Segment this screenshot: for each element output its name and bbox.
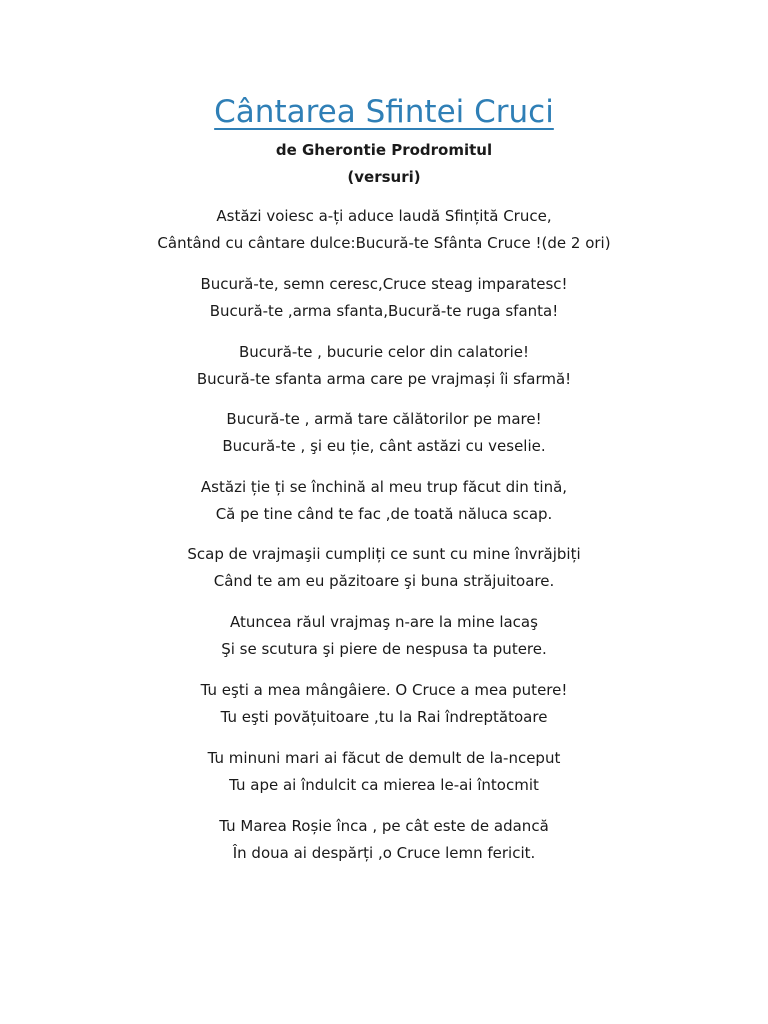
verse-line: Scap de vrajmaşii cumpliți ce sunt cu mine învrăjbiți xyxy=(187,545,581,563)
stanza xyxy=(0,474,768,527)
stanza xyxy=(0,271,768,324)
lyrics-note: (versuri) xyxy=(347,168,421,186)
verse-line: Tu Marea Roșie înca , pe cât este de adancă xyxy=(219,817,549,835)
verse-line: Bucură-te , armă tare călătorilor pe mare! xyxy=(226,410,542,428)
stanza xyxy=(0,203,768,256)
stanza xyxy=(0,677,768,730)
stanza xyxy=(0,813,768,866)
verse-line: Şi se scutura şi piere de nespusa ta putere. xyxy=(221,639,547,658)
verse-line: Bucură-te , şi eu ție, cânt astăzi cu veselie. xyxy=(222,436,546,455)
verse-line: În doua ai despărți ,o Cruce lemn fericit. xyxy=(232,843,536,862)
verse-line: Când te am eu păzitoare şi buna străjuitoare. xyxy=(213,571,555,590)
stanza xyxy=(0,406,768,459)
verse-line: Cântând cu cântare dulce:Bucură-te Sfânta Cruce !(de 2 ori) xyxy=(157,233,611,252)
verse-line: Tu eşti povățuitoare ,tu la Rai îndreptătoare xyxy=(220,707,548,726)
verse-line: Tu minuni mari ai făcut de demult de la-nceput xyxy=(207,749,561,767)
stanza xyxy=(0,745,768,798)
stanza xyxy=(0,541,768,594)
verse-line: Bucură-te ,arma sfanta,Bucură-te ruga sfanta! xyxy=(209,301,559,320)
page-title: Cântarea Sfintei Cruci xyxy=(214,94,554,130)
stanza xyxy=(0,339,768,392)
verse-line: Că pe tine când te fac ,de toată năluca scap. xyxy=(215,504,553,523)
verse-line: Tu ape ai îndulcit ca mierea le-ai întocmit xyxy=(229,775,539,794)
verse-line: Bucură-te , bucurie celor din calatorie! xyxy=(238,343,529,361)
verse-line: Tu eşti a mea mângâiere. O Cruce a mea putere! xyxy=(200,681,568,699)
verse-line: Astăzi voiesc a-ți aduce laudă Sfințită Cruce, xyxy=(216,207,552,225)
verse-line: Bucură-te, semn ceresc,Cruce steag imparatesc! xyxy=(200,275,568,293)
author-line: de Gherontie Prodromitul xyxy=(275,141,493,159)
verse-line: Bucură-te sfanta arma care pe vrajmași îi sfarmă! xyxy=(196,369,572,388)
stanza xyxy=(0,609,768,662)
verse-line: Atuncea răul vrajmaş n-are la mine lacaş xyxy=(230,613,538,631)
verse-line: Astăzi ție ți se închină al meu trup făcut din tină, xyxy=(200,478,568,496)
